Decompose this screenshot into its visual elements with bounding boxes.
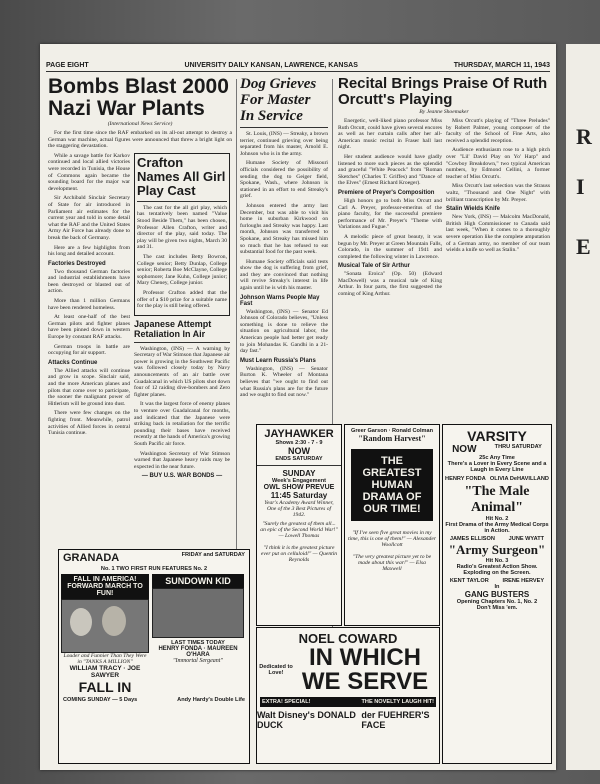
adjacent-page-edge (566, 44, 600, 770)
hit-desc: First Drama of the Army Medical Corps in Action. (445, 522, 549, 534)
paragraph: Washington, (INS) — Senator Ed Johnson of Colorado believes, "Unless something is done to relieve the situation on agricultural labor, the American people had better get ready to join Mohandas K. Gandhi in a 21-day fast." (240, 308, 328, 355)
star: IRENE HERVEY (502, 578, 545, 584)
tagline: No. 1 TWO FIRST RUN FEATURES No. 2 (100, 566, 208, 572)
ad-jayhawker (256, 424, 342, 626)
newspaper-page (40, 44, 556, 770)
coming-feature: Andy Hardy's Double Life (177, 697, 245, 703)
thru-label: THRU SATURDAY (494, 444, 542, 450)
tagline: There's a Lover in Every Scene and a Laugh in Every Line (447, 461, 547, 473)
feature-title: SUNDOWN KID (152, 574, 244, 588)
award-note: Year's Academy Award Winner, One of the 3 Best Pictures of 1942. (264, 500, 334, 518)
byline: By Jeanne Shoemaker (419, 109, 469, 115)
theater-name: VARSITY (467, 428, 527, 444)
review-quote: "If I've seen five great movies in my time, this is one of them!" — Alexander Woollcott (348, 530, 437, 548)
subhead: Stalin Wields Knife (446, 206, 500, 213)
price: 25c Any Time (479, 455, 515, 461)
hit-desc: Radio's Greatest Action Show. Exploding on the Screen. (456, 564, 538, 576)
theater-name: GRANADA (63, 552, 120, 564)
ad-random-harvest (344, 424, 440, 626)
now-label: NOW (452, 444, 477, 455)
feature-stars: HENRY FONDA · MAUREEN O'HARA (158, 646, 238, 658)
paragraph: Two thousand German factories and industrial establishments have been destroyed or blasted out of action. (48, 268, 130, 295)
paragraph: At least one-half of the best German pilots and fighter planes have been pinned down in western Europe by constant RAF attacks. (48, 314, 130, 341)
theater-name: JAYHAWKER (264, 428, 334, 440)
feature-stars: WILLIAM TRACY · JOE SAWYER (69, 665, 141, 679)
review-quote: "Surely the greatest of them all... an epic of the Second World War!" — Lowell Thomas (260, 521, 338, 539)
feature-title: FALL IN AMERICA! FORWARD MARCH TO FUN! (61, 574, 149, 599)
paragraph: Sir Archibald Sinclair Secretary of State for air introduced in Parliament air estimates for the current year and told in some detail what the RAF and the United States Army Air Force has already done to break the back of Germany. (48, 195, 130, 241)
paragraph: Washington Secretary of War Stimson warned that Japanese heavy raids may be expected in the near future. (134, 450, 230, 470)
paragraph: Miss Orcutt's playing of "Three Preludes" by Robert Palmer, young composer of the faculty of the School of Fine Arts, also received a splendid reception. (446, 118, 550, 144)
issue-date: THURSDAY, MARCH 11, 1943 (453, 61, 550, 69)
dedicated-label: Dedicated to Love! (259, 664, 293, 676)
ad-granada (58, 549, 250, 764)
hit-label: THE NOVELTY LAUGH HIT! (361, 699, 434, 705)
crafton-box (134, 153, 230, 316)
paragraph: Her student audience would have gladly listened to more such pieces as the splendid and graceful "White Peacock" from "Roman Sketches" (Charles T. Griffes) and "Dance of the Elves" (Ernest Richard Kroeger). (338, 153, 442, 187)
serial: Opening Chapters No. 1, No. 2 (456, 599, 538, 605)
subhead: Musical Tale of Sir Arthur (338, 263, 411, 270)
paragraph: German troops in battle are occupying for air support. (48, 343, 130, 357)
feature-name: IN WHICH WE SERVE (301, 644, 429, 695)
last-times: LAST TIMES TODAY (171, 640, 225, 646)
fragment: E (576, 234, 591, 259)
stars: Greer Garson · Ronald Colman (350, 428, 434, 434)
paragraph: Professor Crafton added that the offer of a $10 prize for a suitable name for the play is still being offered. (137, 289, 227, 310)
extra-special-bar (260, 697, 436, 707)
subhead: Factories Destroyed (48, 260, 106, 267)
feature-tagline: Louder and Funnier Than They Were in "TANKS A MILLION" (63, 653, 147, 665)
miss-label: Don't Miss 'em. (476, 605, 518, 611)
feature-fall-in (61, 574, 149, 695)
subhead: Attacks Continue (48, 359, 98, 366)
paragraph: While a savage battle for Karkov continued and local allied victories were recorded in Tunisia, the House of Commons again became the sounding board for the major war development. (48, 152, 130, 192)
headline: Bombs Blast 2000 Nazi War Plants (48, 76, 229, 120)
subhead: Premiere of Preyer's Composition (338, 189, 435, 196)
paragraph: Miss Orcutt's last selection was the Strauss waltz, "Thousand and One Night" with brilliant transcription by Mr. Preyer. (446, 183, 550, 203)
war-bonds-slug: — BUY U.S. WAR BONDS — (141, 473, 223, 480)
article-dog-grieves (240, 76, 328, 421)
extra-label: EXTRA! SPECIAL! (262, 699, 311, 705)
review-quote: "The very greatest picture yet to be made about this war!" — Elsa Maxwell (352, 554, 432, 572)
byline: (International News Service) (107, 121, 173, 127)
paragraph: Humane Society officials said tests show the dog is suffering from grief, and they are convinced that nothing will revive Streaky's interest in life again until he is with his master. (240, 258, 328, 292)
fragment: R (576, 124, 592, 149)
paragraph: It was the largest force of enemy planes to venture over Guadalcanal for months, and indicated that the Japanese were striking back in retaliation for the terrific pounding their bases have received recently at the hands of America's growing South Pacific air force. (134, 401, 230, 447)
headline: Japanese Attempt Retaliation In Air (134, 318, 212, 339)
now-label: NOW (288, 446, 310, 456)
paragraph: For the first time since the RAF embarked on its all-out attempt to destroy a German war machine, actual figures were announced that threw a bright light on the staggering devastation. (48, 130, 232, 150)
coming-label: COMING SUNDAY — 5 Days (63, 697, 138, 703)
feature-name: FALL IN (78, 679, 132, 695)
owl-show: OWL SHOW PREVUE (263, 484, 335, 491)
subhead: Must Learn Russia's Plans (240, 357, 316, 364)
short-fuehrer: der FUEHRER'S FACE (361, 710, 430, 730)
paragraph: The Allied attacks will continue and grow in scope. Sinclair said, and the more American planes and pilots that come over to participate, the sooner the malignant power of Hitlerism will be ground into dust. (48, 367, 130, 407)
article-recital (338, 76, 550, 421)
feature-illustration (152, 588, 244, 638)
dates: FRIDAY and SATURDAY (181, 552, 245, 558)
feature-name: GANG BUSTERS (464, 590, 530, 599)
review-quote: "I think it is the greatest picture ever put on celluloid!" — Quentin Reynolds (260, 545, 338, 563)
paragraph: Johnson entered the army last December, but was able to visit his home in suburban Kirkwood on furloughs and Streaky was happy. Last month, Johnson was transferred to Spokane, and Streaky has missed him so much that he has refused to eat substantial food for the past week. (240, 202, 328, 256)
paragraph: New York, (INS) — Malcolm MacDonald, British High Commissioner to Canada said last week, "When it comes to a thoroughly severe operation like the complete amputation of a German army, no member of our team wields a knife so well as Stalin." (446, 214, 550, 254)
masthead: UNIVERSITY DAILY KANSAN, LAWRENCE, KANSAS (184, 61, 358, 69)
feature-name: "Random Harvest" (358, 434, 426, 443)
paragraph: High honors go to both Miss Orcutt and Carl A. Preyer, professor-emeritus of the piano faculty, for the successful premiere performance of Mr. Preyer's "Theme with Variations and Fugue." (338, 197, 442, 231)
feature-name: "The Male Animal" (464, 484, 530, 515)
ends-label: ENDS SATURDAY (275, 456, 323, 462)
star: JAMES ELLISON (449, 536, 495, 542)
in-label: In (494, 584, 500, 590)
feature-sundown-kid (152, 574, 244, 695)
sunday-label: SUNDAY (282, 469, 316, 478)
greatest-drama-banner: THE GREATEST HUMAN DRAMA OF OUR TIME! (351, 449, 433, 521)
feature-name: "Army Surgeon" (448, 542, 546, 557)
star: KENT TAYLOR (449, 578, 489, 584)
paragraph: St. Louis, (INS) — Streaky, a brown terrier, continued grieving over being separated from his master, Arnold E. Johnson who is in the army. (240, 131, 328, 157)
paragraph: The cast includes Betty Bowron, College senior; Betty Dunlap, College senior; Roberta Boe McClayne, College sophomore; Jane Kuhn, College junior; Mary Cheney, College junior. (137, 253, 227, 287)
engagement: Week's Engagement (271, 478, 327, 484)
star-name: NOEL COWARD (298, 631, 398, 646)
headline: Crafton Names All Girl Play Cast (137, 154, 226, 198)
paragraph: The cast for the all girl play, which has tentatively been named "Value Stood Beside Them," has been chosen, Professor Allen Crafton, writer and director of the play, said today. The play will be given two nights, March 30 and 31. (137, 204, 227, 251)
subhead: Johnson Warns People May Fast (240, 294, 320, 307)
page-number: PAGE EIGHT (46, 61, 89, 69)
owl-time: 11:45 Saturday (270, 491, 328, 500)
star: HENRY FONDA (445, 476, 486, 482)
hit-number: Hit No. 3 (485, 558, 509, 564)
feature-illustration (61, 599, 149, 653)
headline: Recital Brings Praise Of Ruth Orcutt's Playing (338, 76, 548, 108)
paragraph: A melodic piece of great beauty, it was begun by Mr. Preyer at Green Mountain Falls, Colorado, in the summer of 1941 and completed the following winter in Lawrence. (338, 233, 442, 260)
paragraph: Washington, (INS) — Senator Burton K. Wheeler of Montana believes that "we ought to find out what Russia's plans are for the future and we ought to find out now." (240, 365, 328, 399)
paragraph: Here are a few highlights from his long and detailed account. (48, 244, 130, 258)
ad-varsity (442, 424, 552, 764)
show-times: Shows 2:30 - 7 - 9 (275, 440, 323, 446)
ad-in-which-we-serve (256, 627, 440, 764)
short-disney: Walt Disney's DONALD DUCK (257, 710, 356, 730)
paragraph: Humane Society of Missouri officials considered the possibility of sending the dog to Geiger field, Spokane, Wash., where Johnson is stationed in an effort to end Streaky's grief. (240, 160, 328, 200)
page-header (46, 59, 550, 72)
fragment: I (576, 174, 585, 199)
paragraph: There were few changes on the fighting front. Meanwhile, patrol activities of Allied forces in central Tunisia continue. (48, 410, 130, 437)
paragraph: "Sonata Eroica" (Op. 50) (Edward MacDowell) was a musical tale of King Arthur. In four parts, the first suggested the coming of King Arthur. (338, 271, 442, 298)
star: OLIVIA DeHAVILLAND (489, 476, 549, 482)
hit-number: Hit No. 2 (485, 516, 509, 522)
article-bombs-blast (48, 76, 232, 581)
paragraph: More than 1 million Germans have been rendered homeless. (48, 298, 130, 311)
headline: Dog Grieves For Master In Service (240, 76, 317, 124)
feature-name: "Immortal Sergeant" (173, 658, 223, 664)
paragraph: Washington, (INS) — A warning by Secretary of War Stimson that Japanese air power is growing in the Southwest Pacific was followed closely today by Navy announcements of an air battle over Guadalcanal in which US pilots shot down four of 12 raiding dive-bombers and Zero fighter planes. (134, 345, 230, 398)
paragraph: Energetic, well-liked piano professor Miss Ruth Orcutt, could have given several encores as well as her curtain calls after her all-American music recital in Fraser hall last night. (338, 118, 442, 151)
paragraph: Audience enthusiasm rose to a high pitch over "Lil' David Play on Yo' Harp" and "Cowboy Breakdown," two typical American numbers, by Edmond Cellini, a former teacher of Miss Orcutt's. (446, 147, 550, 180)
star: JUNE WYATT (508, 536, 545, 542)
